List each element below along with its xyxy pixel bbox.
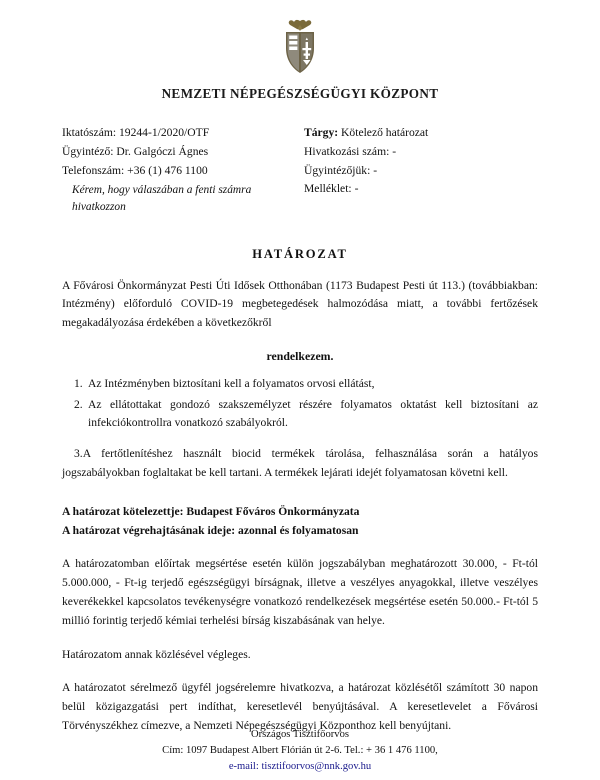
order-item-3: 3.A fertőtlenítéshez használt biocid termékek tárolása, felhasználása során a hatályos jogszabályokban foglaltakat be kell tartani. A termékek lejárati idejét folyamatosan követni kell. bbox=[62, 447, 538, 480]
hungary-coat-of-arms-icon bbox=[277, 18, 323, 76]
signature-title: Országos Tisztifőorvos bbox=[251, 728, 349, 740]
list-item bbox=[62, 396, 538, 434]
case-officer: Ügyintéző: Dr. Galgóczi Ágnes bbox=[62, 144, 209, 158]
reference-number-label: Hivatkozási szám: bbox=[304, 144, 390, 158]
list-item-text: Az ellátottakat gondozó szakszemélyzet részére folyamatos oktatást kell biztosítani az infekciókontrollra vonatkozó szabályokról. bbox=[88, 397, 538, 430]
attachment-label: Melléklet: bbox=[304, 182, 352, 196]
subject-value: Kötelező határozat bbox=[341, 126, 429, 139]
list-item-number: 2. bbox=[74, 397, 83, 411]
list-item-text: Az Intézményben biztosítani kell a folyamatos orvosi ellátást, bbox=[88, 376, 375, 390]
intro-paragraph: A Fővárosi Önkormányzat Pesti Úti Idősek Otthonában (1173 Budapest Pesti út 113.) (továbbiakban: Intézmény) előforduló COVID-19 megbetegedések halmozódása miatt, a további fertőzések megakadályozása érdekében a következőkről bbox=[62, 278, 538, 330]
order-heading: rendelkezem. bbox=[266, 348, 334, 363]
subject-label: Tárgy: bbox=[304, 126, 339, 139]
coat-of-arms-container bbox=[62, 18, 538, 80]
organization-title: NEMZETI NÉPEGÉSZSÉGÜGYI KÖZPONT bbox=[161, 86, 439, 101]
document-title: HATÁROZAT bbox=[252, 246, 348, 261]
their-officer-label: Ügyintézőjük: bbox=[304, 163, 371, 177]
registration-number: Iktatószám: 19244-1/2020/OTF bbox=[62, 126, 210, 139]
final-line: Határozatom annak közlésével végleges. bbox=[62, 647, 251, 661]
phone-number: Telefonszám: +36 (1) 476 1100 bbox=[62, 163, 208, 177]
appeal-paragraph: A határozatot sérelmező ügyfél jogsérelemre hivatkozva, a határozat közlésétől számított 30 napon belül közigazgatási pert indíthat, keresetlevél benyújtásával. A keresetlevelet a Fővárosi Törvényszékhez címezve, a Nemzeti Népegészségügyi Központhoz kell benyújtani. bbox=[62, 681, 538, 732]
subject-row bbox=[304, 124, 538, 143]
obligation-block bbox=[62, 503, 538, 541]
document-meta bbox=[62, 124, 538, 217]
order-list bbox=[62, 375, 538, 433]
reference-number-value: - bbox=[392, 144, 397, 158]
reference-number-row bbox=[304, 143, 538, 162]
their-officer-row bbox=[304, 162, 538, 181]
meta-left-column bbox=[62, 124, 304, 217]
page-footer bbox=[0, 727, 600, 774]
execution-time-line: A határozat végrehajtásának ideje: azonnal és folyamatosan bbox=[62, 523, 359, 537]
list-item-number: 1. bbox=[74, 376, 83, 390]
footer-address: Cím: 1097 Budapest Albert Flórián út 2-6. Tel.: + 36 1 476 1100, bbox=[162, 745, 438, 757]
reply-note: Kérem, hogy válaszában a fenti számra hivatkozzon bbox=[72, 184, 252, 214]
meta-right-column bbox=[304, 124, 538, 217]
their-officer-value: - bbox=[373, 163, 378, 177]
obliged-party-line: A határozat kötelezettje: Budapest Főváros Önkormányzata bbox=[62, 504, 360, 518]
list-item bbox=[62, 375, 538, 394]
footer-email[interactable]: e-mail: tisztifoorvos@nnk.gov.hu bbox=[228, 760, 372, 772]
attachment-value: - bbox=[354, 182, 359, 196]
penalty-paragraph: A határozatomban előírtak megsértése esetén külön jogszabályban meghatározott 30.000, - Ft-tól 5.000.000, - Ft-ig terjedő egészségügyi bírságnak, illetve a veszélyes anyagokkal, illetve veszélyes keverékekkel kapcsolatos tevékenységre vonatkozó rendelkezések megsértése esetén 50.000.- Ft-tól 5 millió forintig terjedő kémiai terhelési bírság kiszabásának van helye. bbox=[62, 557, 538, 627]
attachment-row bbox=[304, 180, 538, 199]
